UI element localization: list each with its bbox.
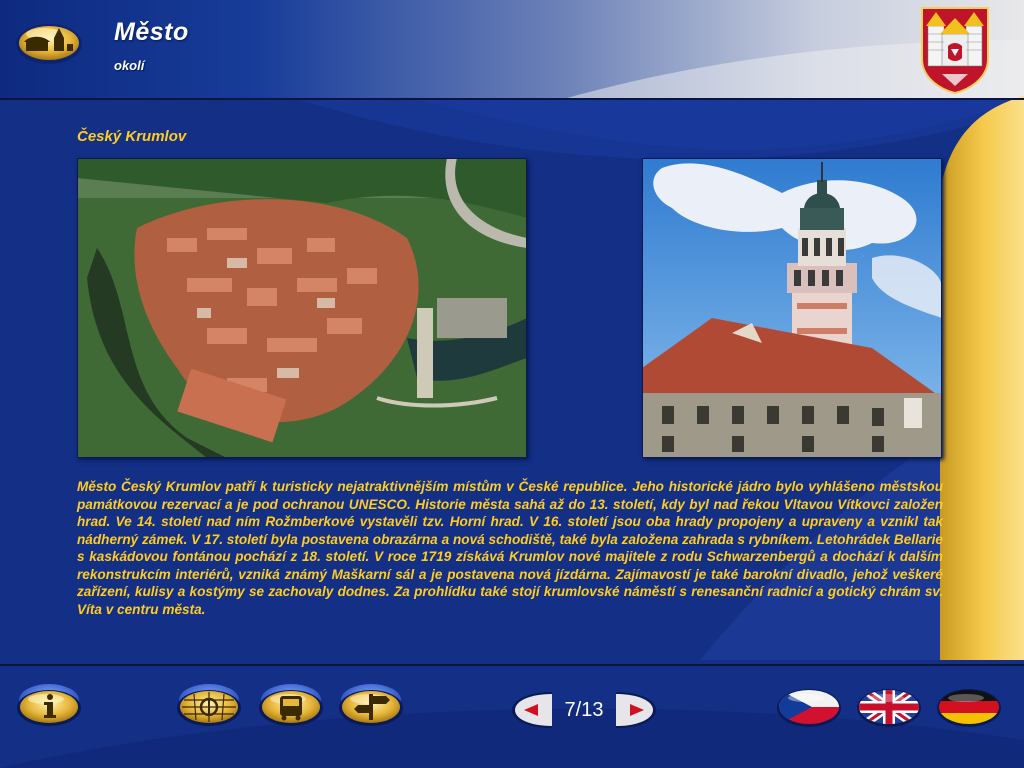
next-page-button[interactable]	[616, 690, 660, 730]
aerial-town-photo	[77, 158, 527, 458]
uk-flag-icon[interactable]	[856, 684, 922, 730]
section-title: Český Krumlov	[77, 128, 187, 145]
page-title: Město	[114, 18, 189, 46]
map-icon[interactable]	[174, 680, 244, 730]
description-text: Město Český Krumlov patří k turisticky nejatraktivnějším místům v České republice. Jeho historické jádro bylo vyhlášeno městskou památkovou rezervací a je pod ochranou UNESCO. Historie města sahá až do 13. století, kdy byl nad řekou Vltavou Vítkovci založen hrad. Ve 14. století nad ním Rožmberkové vystavěli tzv. Horní hrad. V 16. století jsou oba hrady propojeny a upraveny a vznikl tak nádherný zámek. V 17. století byla postavena obrazárna a nová schodiště, také byla založena zahrada s rybníkem. Letohrádek Bellarie s kaskádovou fontánou pochází z 18. století. V roce 1719 získává Krumlov nové majitele z rodu Schwarzenbergů a dochází k dalším rekonstrukcím interiérů, vzniká známý Maškarní sál a je postavena nová jízdárna. Zajímavostí je také barokní divadlo, jehož veškeré zařízení, kulisy a kostýmy se zachovaly dodnes. Za prohlídku také stojí krumlovské náměstí s renesanční radnicí a gotický chrám sv. Víta v centru města.	[77, 479, 943, 617]
info-icon[interactable]	[14, 680, 84, 730]
signpost-icon[interactable]	[336, 680, 406, 730]
page-subtitle: okolí	[114, 58, 145, 73]
czech-flag-icon[interactable]	[776, 684, 842, 730]
home-town-icon[interactable]	[14, 20, 84, 66]
castle-tower-photo	[642, 158, 942, 458]
german-flag-icon[interactable]	[936, 684, 1002, 730]
bus-icon[interactable]	[256, 680, 326, 730]
town-crest-icon	[918, 4, 992, 94]
page-counter: 7/13	[564, 699, 604, 721]
